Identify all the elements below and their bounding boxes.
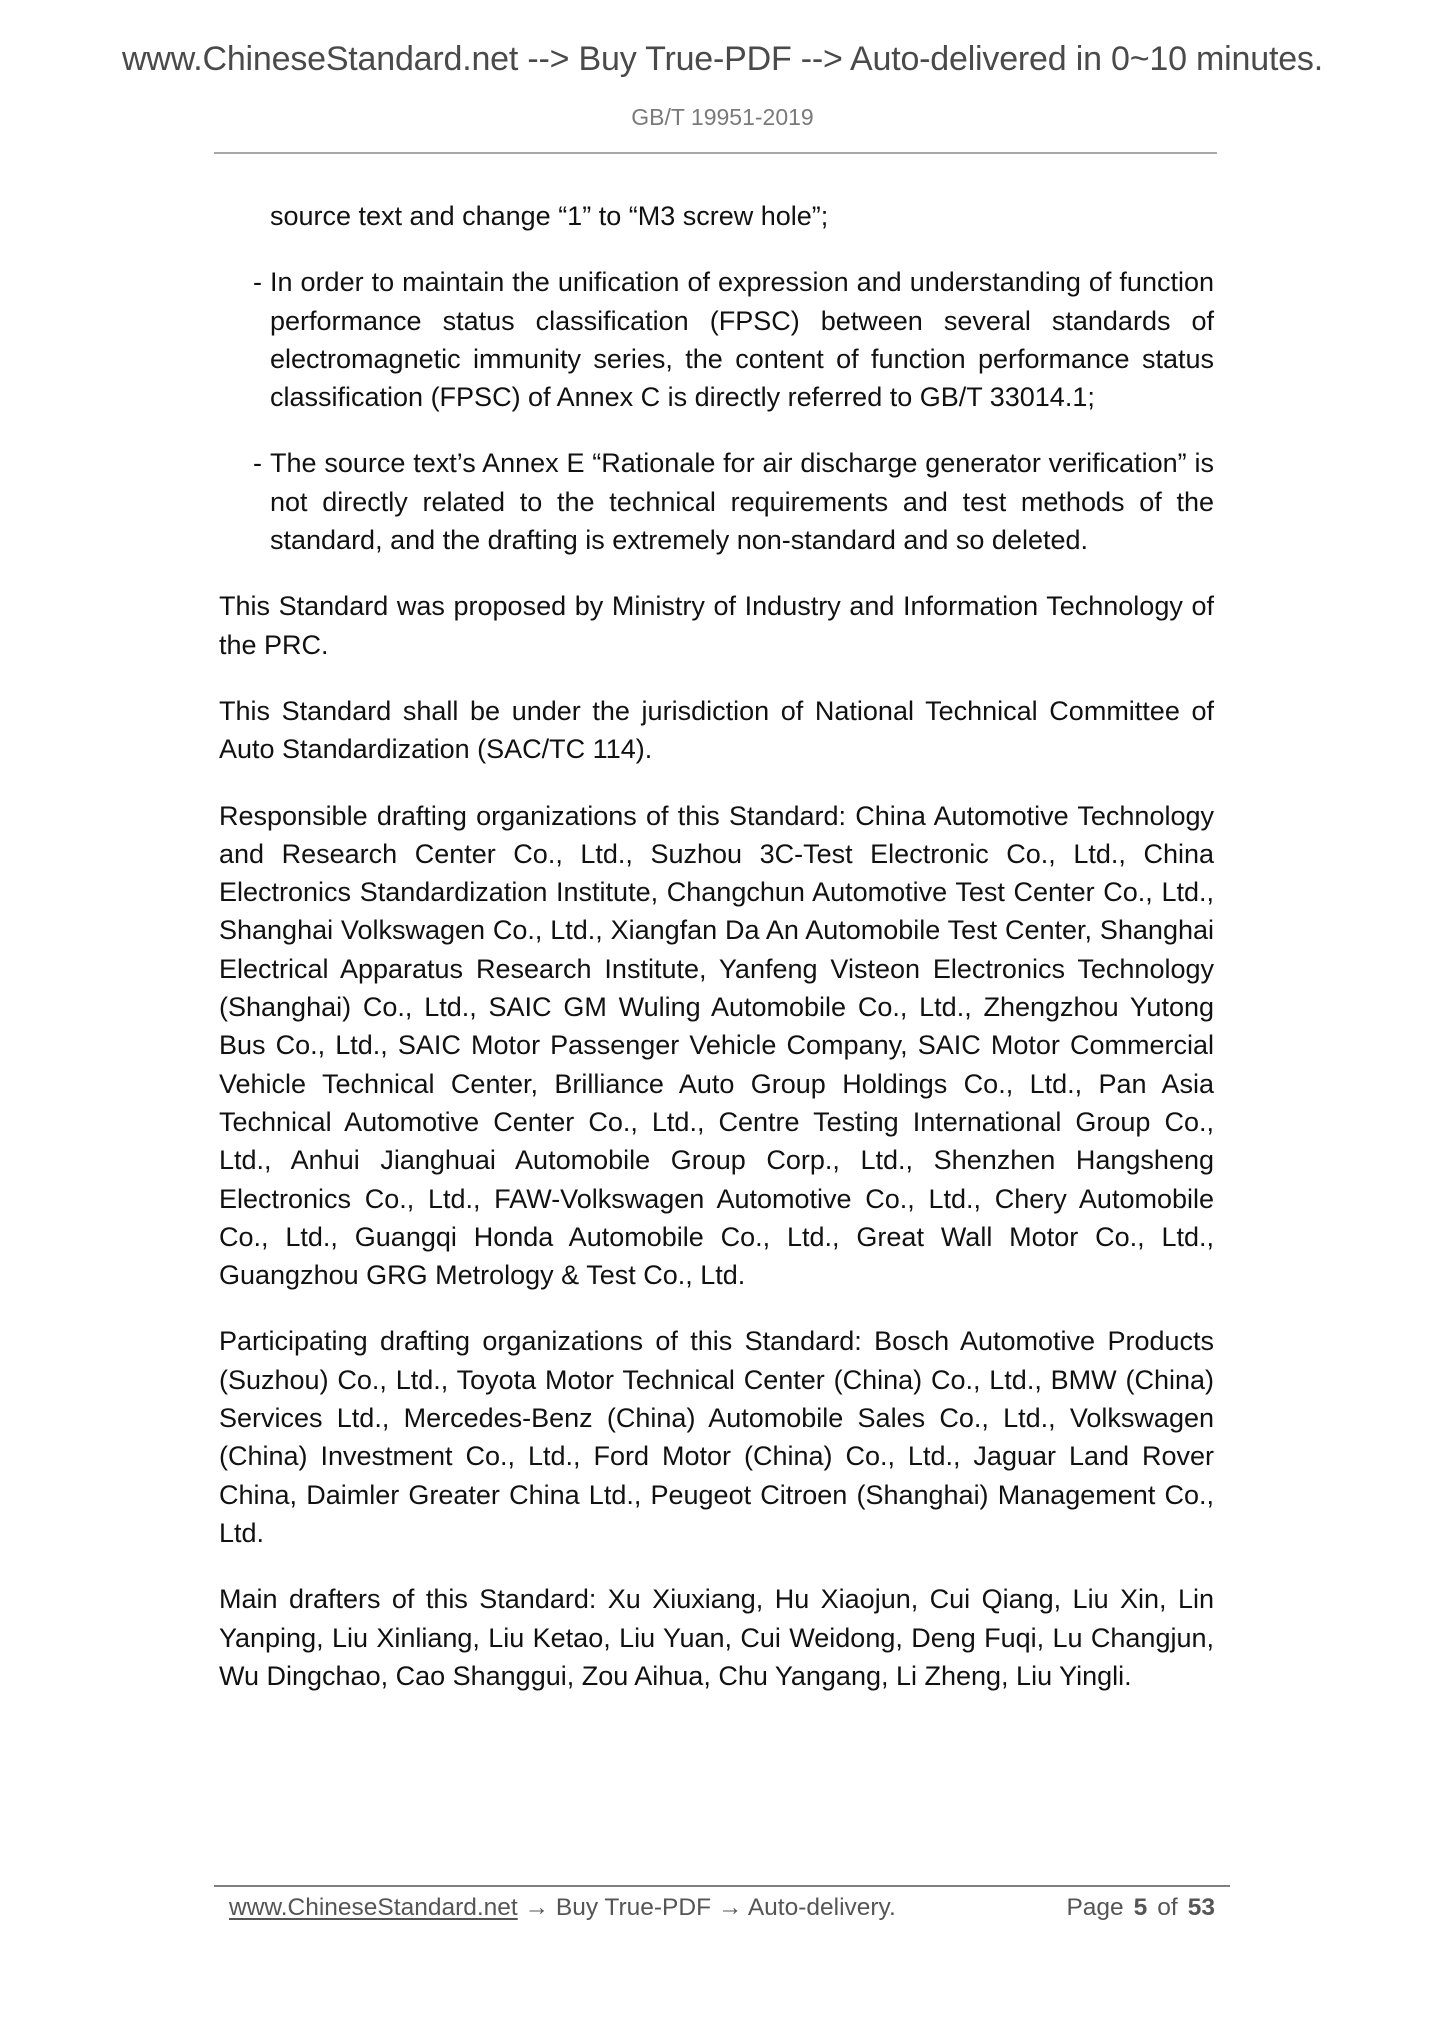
top-banner: www.ChineseStandard.net --> Buy True-PDF --> Auto-delivered in 0~10 minutes. [122,40,1323,78]
footer-tagline: → Buy True-PDF → Auto-delivery. [517,1894,896,1921]
dash-bullet: - [253,448,262,479]
footer-divider [214,1885,1230,1887]
page-total: 53 [1187,1894,1215,1921]
jurisdiction-paragraph: This Standard shall be under the jurisdiction of National Technical Committee of Auto Standardization (SAC/TC 114). [219,695,1214,765]
list-item-text: In order to maintain the unification of expression and understanding of function performance status classification (FPSC) between several standards of electromagnetic immunity series, the content of function performance status classification (FPSC) of Annex C is directly referred to GB/T 33014.1; [270,267,1214,413]
list-item [219,263,1214,416]
page-current: 5 [1133,1894,1148,1921]
header-divider [214,152,1217,154]
continuation-text: source text and change “1” to “M3 screw hole”; [270,201,829,231]
proposal-paragraph: This Standard was proposed by Ministry of Industry and Information Technology of the PRC. [219,591,1214,660]
responsible-organizations-paragraph: Responsible drafting organizations of this Standard: China Automotive Technology and Research Center Co., Ltd., Suzhou 3C-Test Electronic Co., Ltd., China Electronics Standardization Institute, Changchun Automotive Test Center Co., Ltd., Shanghai Volkswagen Co., Ltd., Xiangfan Da An Automobile Test Center, Shanghai Electrical Apparatus Research Institute, Yanfeng Visteon Electronics Technology (Shanghai) Co., Ltd., SAIC GM Wuling Automobile Co., Ltd., Zhengzhou Yutong Bus Co., Ltd., SAIC Motor Passenger Vehicle Company, SAIC Motor Commercial Vehicle Technical Center, Brilliance Auto Group Holdings Co., Ltd., Pan Asia Technical Automotive Center Co., Ltd., Centre Testing International Group Co., Ltd., Anhui Jianghuai Automobile Group Corp., Ltd., Shenzhen Hangsheng Electronics Co., Ltd., FAW-Volkswagen Automotive Co., Ltd., Chery Automobile Co., Ltd., Guangqi Honda Automobile Co., Ltd., Great Wall Motor Co., Ltd., Guangzhou GRG Metrology & Test Co., Ltd. [219,800,1214,1291]
page-of-label: of [1157,1894,1178,1921]
dash-bullet: - [253,267,262,298]
participating-organizations-paragraph: Participating drafting organizations of this Standard: Bosch Automotive Products (Suzhou) Co., Ltd., Toyota Motor Technical Center (China) Co., Ltd., BMW (China) Services Ltd., Mercedes-Benz (China) Automobile Sales Co., Ltd., Volkswagen (China) Investment Co., Ltd., Ford Motor (China) Co., Ltd., Jaguar Land Rover China, Daimler Greater China Ltd., Peugeot Citroen (Shanghai) Management Co., Ltd. [219,1326,1214,1548]
document-code: GB/T 19951-2019 [631,104,814,130]
website-link[interactable]: www.ChineseStandard.net [229,1894,518,1921]
list-item [219,444,1214,559]
list-item-text: The source text’s Annex E “Rationale for air discharge generator verification” is not directly related to the technical requirements and test methods of the standard, and the drafting is extremely non-standard and so deleted. [270,448,1214,556]
page-content [219,197,1214,1723]
page-footer [229,1893,1219,1923]
page-label: Page [1066,1894,1124,1921]
page-indicator [1066,1893,1215,1923]
main-drafters-paragraph: Main drafters of this Standard: Xu Xiuxiang, Hu Xiaojun, Cui Qiang, Liu Xin, Lin Yanping, Liu Xinliang, Liu Ketao, Liu Yuan, Cui Weidong, Deng Fuqi, Lu Changjun, Wu Dingchao, Cao Shanggui, Zou Aihua, Chu Yangang, Li Zheng, Liu Yingli. [219,1584,1214,1691]
